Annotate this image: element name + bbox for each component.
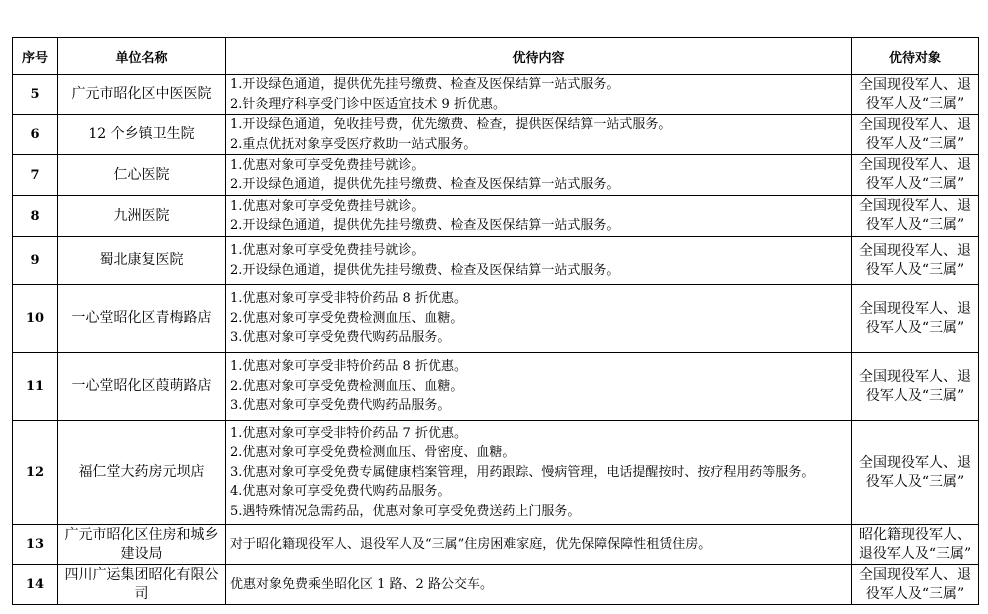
benefit-target: 全国现役军人、退役军人及“三属” [852, 565, 979, 605]
benefit-line: 3.优惠对象可享受免费代购药品服务。 [230, 398, 451, 414]
benefit-line: 对于昭化籍现役军人、退役军人及“三属”住房困难家庭，优先保障保障性租赁住房。 [230, 536, 712, 552]
benefit-line: 优惠对象免费乘坐昭化区 1 路、2 路公交车。 [230, 576, 493, 592]
benefit-line: 1.优惠对象可享受非特价药品 7 折优惠。 [230, 425, 467, 441]
benefit-line: 3.优惠对象可享受免费代购药品服务。 [230, 330, 451, 346]
benefit-line: 2.开设绿色通道，提供优先挂号缴费、检查及医保结算一站式服务。 [230, 262, 620, 278]
row-number: 6 [13, 115, 58, 155]
unit-name: 一心堂昭化区葭萌路店 [58, 353, 226, 421]
unit-name: 广元市昭化区住房和城乡建设局 [58, 525, 226, 565]
benefit-line: 3.优惠对象可享受免费专属健康档案管理，用药跟踪、慢病管理，电话提醒按时、按疗程用药等服务。 [230, 464, 815, 480]
table-row [13, 155, 979, 196]
benefit-line: 1.优惠对象可享受免费挂号就诊。 [230, 157, 425, 173]
table-header-row [13, 38, 979, 75]
benefit-target: 全国现役军人、退役军人及“三属” [852, 237, 979, 285]
benefit-line: 2.开设绿色通道，提供优先挂号缴费、检查及医保结算一站式服务。 [230, 177, 620, 192]
benefit-line: 2.优惠对象可享受免费检测血压、血糖。 [230, 378, 464, 394]
benefit-target: 全国现役军人、退役军人及“三属” [852, 421, 979, 525]
benefit-content [226, 565, 852, 605]
benefit-content [226, 353, 852, 421]
benefit-line: 1.优惠对象可享受非特价药品 8 折优惠。 [230, 291, 467, 307]
unit-name: 12 个乡镇卫生院 [58, 115, 226, 155]
unit-name: 蜀北康复医院 [58, 237, 226, 285]
benefit-line: 1.开设绿色通道，免收挂号费，优先缴费、检查，提供医保结算一站式服务。 [230, 117, 672, 132]
table-row [13, 285, 979, 353]
unit-name: 九洲医院 [58, 196, 226, 237]
row-number: 13 [13, 525, 58, 565]
benefit-line: 1.优惠对象可享受免费挂号就诊。 [230, 243, 425, 258]
benefit-line: 1.开设绿色通道，提供优先挂号缴费、检查及医保结算一站式服务。 [230, 77, 620, 92]
row-number: 5 [13, 75, 58, 115]
benefit-content [226, 75, 852, 115]
table-row [13, 237, 979, 285]
table-row [13, 525, 979, 565]
benefit-target: 全国现役军人、退役军人及“三属” [852, 75, 979, 115]
unit-name: 一心堂昭化区青梅路店 [58, 285, 226, 353]
row-number: 12 [13, 421, 58, 525]
benefit-target: 全国现役军人、退役军人及“三属” [852, 353, 979, 421]
header-target: 优待对象 [852, 38, 979, 75]
unit-name: 四川广运集团昭化有限公司 [58, 565, 226, 605]
benefit-line: 2.开设绿色通道，提供优先挂号缴费、检查及医保结算一站式服务。 [230, 218, 620, 233]
benefit-target: 全国现役军人、退役军人及“三属” [852, 115, 979, 155]
benefit-line: 2.优惠对象可享受免费检测血压、骨密度、血糖。 [230, 445, 516, 461]
benefit-target: 全国现役军人、退役军人及“三属” [852, 196, 979, 237]
header-no: 序号 [13, 38, 58, 75]
benefit-content [226, 285, 852, 353]
row-number: 9 [13, 237, 58, 285]
unit-name: 广元市昭化区中医医院 [58, 75, 226, 115]
benefit-content [226, 237, 852, 285]
table-row [13, 421, 979, 525]
benefit-line: 4.优惠对象可享受免费代购药品服务。 [230, 484, 451, 500]
benefit-line: 1.优惠对象可享受非特价药品 8 折优惠。 [230, 359, 467, 375]
table-row [13, 196, 979, 237]
benefit-content [226, 196, 852, 237]
benefits-table [12, 37, 979, 605]
header-name: 单位名称 [58, 38, 226, 75]
row-number: 14 [13, 565, 58, 605]
row-number: 11 [13, 353, 58, 421]
benefit-content [226, 115, 852, 155]
row-number: 7 [13, 155, 58, 196]
benefit-line: 2.优惠对象可享受免费检测血压、血糖。 [230, 310, 464, 326]
row-number: 8 [13, 196, 58, 237]
table-row [13, 565, 979, 605]
unit-name: 福仁堂大药房元坝店 [58, 421, 226, 525]
benefit-line: 5.遇特殊情况急需药品，优惠对象可享受免费送药上门服务。 [230, 503, 581, 519]
header-content: 优待内容 [226, 38, 852, 75]
row-number: 10 [13, 285, 58, 353]
benefit-line: 2.针灸理疗科享受门诊中医适宜技术 9 折优惠。 [230, 96, 506, 112]
table-row [13, 75, 979, 115]
benefit-target: 全国现役军人、退役军人及“三属” [852, 285, 979, 353]
benefit-line: 2.重点优抚对象享受医疗救助一站式服务。 [230, 136, 477, 152]
table-row [13, 353, 979, 421]
benefit-content [226, 525, 852, 565]
benefit-content [226, 155, 852, 196]
unit-name: 仁心医院 [58, 155, 226, 196]
benefit-line: 1.优惠对象可享受免费挂号就诊。 [230, 198, 425, 214]
benefit-target: 全国现役军人、退役军人及“三属” [852, 155, 979, 196]
benefit-content [226, 421, 852, 525]
benefit-target: 昭化籍现役军人、退役军人及“三属” [852, 525, 979, 565]
table-row [13, 115, 979, 155]
